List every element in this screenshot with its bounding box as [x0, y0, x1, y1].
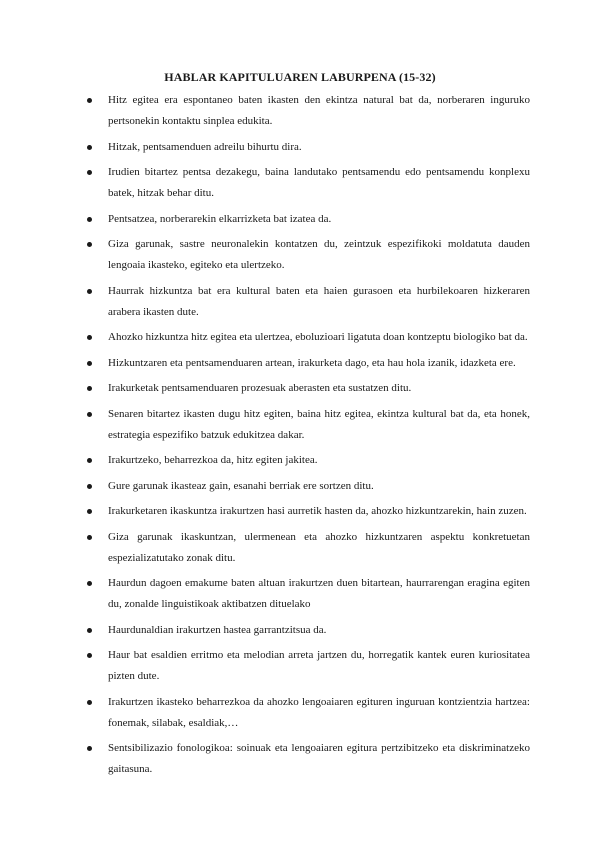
list-item — [86, 353, 530, 374]
bullet-icon — [87, 509, 92, 514]
page-title: HABLAR KAPITULUAREN LABURPENA (15-32) — [164, 70, 436, 84]
list-item — [86, 476, 530, 497]
bullet-icon — [87, 653, 92, 658]
bullet-icon — [87, 170, 92, 175]
list-item — [86, 692, 530, 734]
list-item — [86, 234, 530, 276]
list-item — [86, 162, 530, 204]
list-item-text: Irakurtzen ikasteko beharrezkoa da ahozko lengoaiaren egituren inguruan kontzientzia hartzea: fonemak, silabak, esaldiak,… — [108, 695, 530, 729]
list-item-text: Irudien bitartez pentsa dezakegu, baina landutako pentsamendu edo pentsamendu konplexu batek, hitzak behar ditu. — [108, 166, 530, 199]
bullet-icon — [87, 145, 92, 150]
list-item-text: Haur bat esaldien erritmo eta melodian arreta jartzen du, horregatik kantek euren kuriositatea pizten dute. — [108, 649, 530, 682]
list-item-text: Sentsibilizazio fonologikoa: soinuak eta lengoaiaren egitura pertzibitzeko eta diskriminatzeko gaitasuna. — [108, 742, 530, 775]
list-item — [86, 90, 530, 132]
list-item-text: Pentsatzea, norberarekin elkarrizketa bat izatea da. — [108, 212, 332, 225]
list-item-text: Haurrak hizkuntza bat era kultural baten eta haien gurasoen eta hurbilekoaren hizkeraren arabera ikasten dute. — [108, 284, 530, 318]
bullet-icon — [87, 217, 92, 222]
list-item — [86, 450, 530, 471]
bullet-icon — [87, 484, 92, 489]
list-item — [86, 137, 530, 158]
list-item-text: Giza garunak ikaskuntzan, ulermenean eta ahozko hizkuntzaren aspektu konkretuetan espezializatutako zonak ditu. — [108, 530, 530, 564]
list-item — [86, 620, 530, 641]
bullet-list — [86, 90, 530, 785]
list-item-text: Senaren bitartez ikasten dugu hitz egiten, baina hitz egitea, ekintza kultural bat da, eta honek, estrategia espezifiko batzuk edukitzea dakar. — [108, 407, 530, 441]
list-item-text: Haurdun dagoen emakume baten altuan irakurtzen duen bitartean, haurrarengan eragina egiten du, zonalde linguistikoak aktibatzen dituelako — [108, 577, 530, 610]
list-item — [86, 527, 530, 569]
list-item — [86, 404, 530, 446]
bullet-icon — [87, 412, 92, 417]
list-item — [86, 378, 530, 399]
list-item — [86, 645, 530, 687]
list-item-text: Irakurketaren ikaskuntza irakurtzen hasi aurretik hasten da, ahozko hizkuntzarekin, hain zuzen. — [108, 505, 527, 517]
list-item — [86, 209, 530, 230]
list-item-text: Gure garunak ikasteaz gain, esanahi berriak ere sortzen ditu. — [108, 479, 374, 492]
list-item-text: Irakurtzeko, beharrezkoa da, hitz egiten jakitea. — [108, 454, 318, 466]
bullet-icon — [87, 581, 92, 586]
list-item — [86, 501, 530, 522]
list-item-text: Haurdunaldian irakurtzen hastea garrantzitsua da. — [108, 623, 327, 636]
bullet-icon — [87, 98, 92, 103]
bullet-icon — [87, 242, 92, 247]
list-item-text: Hitzak, pentsamenduen adreilu bihurtu dira. — [108, 140, 302, 153]
bullet-icon — [87, 386, 92, 391]
list-item — [86, 573, 530, 615]
list-item-text: Hizkuntzaren eta pentsamenduaren artean, irakurketa dago, eta hau hola izanik, idazketa ere. — [108, 356, 516, 369]
list-item-text: Irakurketak pentsamenduaren prozesuak aberasten eta sustatzen ditu. — [108, 382, 412, 394]
bullet-icon — [87, 535, 92, 540]
list-item — [86, 281, 530, 323]
bullet-icon — [87, 335, 92, 340]
bullet-icon — [87, 700, 92, 705]
list-item-text: Hitz egitea era espontaneo baten ikasten den ekintza natural bat da, norberaren inguruko pertsonekin kontaktu sinplea edukita. — [108, 94, 530, 127]
list-item — [86, 738, 530, 780]
bullet-icon — [87, 361, 92, 366]
bullet-icon — [87, 458, 92, 463]
list-item-text: Ahozko hizkuntza hitz egitea eta ulertzea, eboluzioari ligatuta doan kontzeptu biologiko bat da. — [108, 331, 528, 343]
bullet-icon — [87, 628, 92, 633]
bullet-icon — [87, 289, 92, 294]
list-item-text: Giza garunak, sastre neuronalekin kontatzen du, zeintzuk espezifikoki moldatuta dauden lengoaia ikasteko, egiteko eta ulertzeko. — [108, 238, 530, 271]
list-item — [86, 327, 530, 348]
bullet-icon — [87, 746, 92, 751]
